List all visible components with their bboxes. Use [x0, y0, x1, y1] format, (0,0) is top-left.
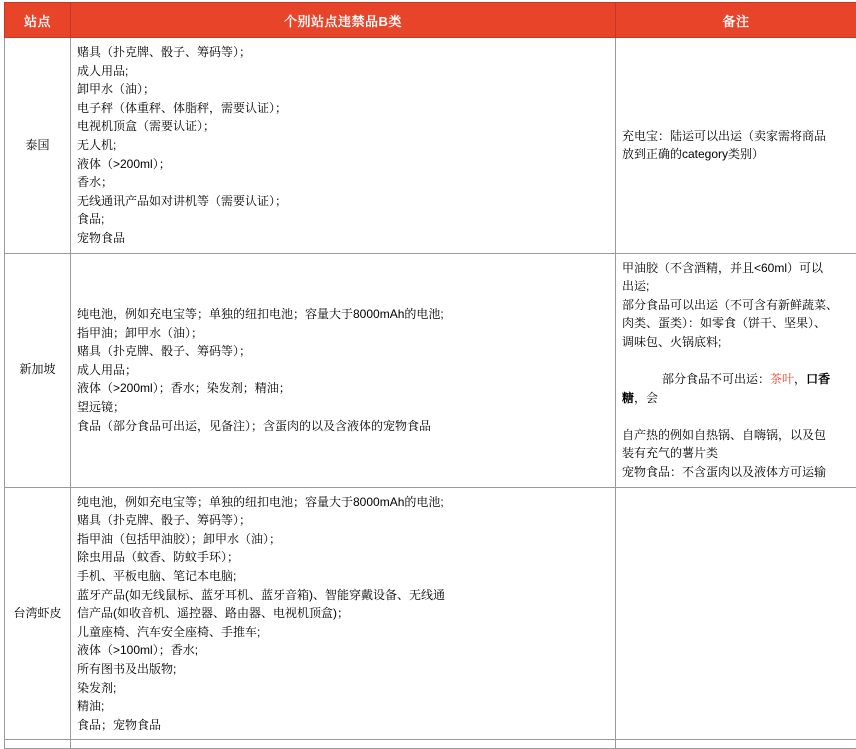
note-line: 自产热的例如自热锅、自嗨锅，以及包 [622, 426, 850, 445]
table-body [5, 38, 856, 749]
cell-items [71, 38, 616, 254]
cell-notes [616, 740, 856, 749]
table-header [5, 3, 856, 38]
cell-site: 泰国 [5, 38, 71, 254]
cell-notes [616, 487, 856, 740]
note-segment-tea: 茶叶 [770, 372, 794, 386]
cell-notes [616, 253, 856, 487]
item-line: 食品（部分食品可出运，见备注）；含蛋肉的以及含液体的宠物食品 [77, 417, 609, 436]
item-line: 液体（>200ml）； [77, 155, 609, 174]
item-line: 无人机; [77, 136, 609, 155]
column-header-items: 个别站点违禁品B类 [71, 3, 616, 38]
item-line: 指甲油（包括甲油胶）；卸甲水（油）； [77, 530, 609, 549]
note-line: 出运; [622, 277, 850, 296]
item-line: 电视机顶盒（需要认证）； [77, 117, 609, 136]
table-row [5, 38, 856, 254]
item-line: 香水； [77, 173, 609, 192]
item-line: 儿童座椅、汽车安全座椅、手推车; [77, 623, 609, 642]
item-line: 蓝牙产品(如无线鼠标、蓝牙耳机、蓝牙音箱)、智能穿戴设备、无线通 [77, 586, 609, 605]
column-header-site: 站点 [5, 3, 71, 38]
cell-site: 台湾虾皮 [5, 487, 71, 740]
item-line: 信产品(如收音机、遥控器、路由器、电视机顶盒)； [77, 604, 609, 623]
cell-site [5, 740, 71, 749]
cell-site: 新加坡 [5, 253, 71, 487]
item-line: 纯电池，例如充电宝等；单独的纽扣电池；容量大于8000mAh的电池; [77, 305, 609, 324]
cell-notes [616, 38, 856, 254]
item-line: 液体（>200ml）；香水；染发剂；精油； [77, 379, 609, 398]
item-line: 成人用品; [77, 62, 609, 81]
item-line: 无线通讯产品如对讲机等（需要认证）； [77, 192, 609, 211]
item-line: 赌具（扑克牌、骰子、筹码等）； [77, 43, 609, 62]
item-line: 成人用品； [77, 361, 609, 380]
note-segment: ， [794, 372, 806, 386]
note-line: 充电宝：陆运可以出运（卖家需将商品 [622, 127, 850, 146]
item-line: 食品; [77, 210, 609, 229]
item-line: 赌具（扑克牌、骰子、筹码等）； [77, 342, 609, 361]
item-line: 除虫用品（蚊香、防蚊手环）； [77, 548, 609, 567]
note-segment: ，会 [634, 391, 658, 405]
cell-items [71, 740, 616, 749]
note-segment: 部分食品不可出运： [662, 372, 770, 386]
item-line: 纯电池，例如充电宝等；单独的纽扣电池；容量大于8000mAh的电池; [77, 493, 609, 512]
item-line: 手机、平板电脑、笔记本电脑; [77, 567, 609, 586]
cell-items [71, 487, 616, 740]
item-line: 染发剂; [77, 679, 609, 698]
item-line: 食品；宠物食品 [77, 716, 609, 735]
item-line: 所有图书及出版物; [77, 660, 609, 679]
item-line: 卸甲水（油）； [77, 80, 609, 99]
item-line: 望远镜； [77, 398, 609, 417]
table-row-partial [5, 740, 856, 749]
item-line: 电子秤（体重秤、体脂秤，需要认证）； [77, 99, 609, 118]
note-line: 肉类、蛋类）：如零食（饼干、坚果）、 [622, 314, 850, 333]
item-line: 液体（>100ml）；香水; [77, 641, 609, 660]
column-header-notes: 备注 [616, 3, 856, 38]
note-line-highlighted [622, 352, 850, 426]
table-row [5, 253, 856, 487]
item-line: 精油; [77, 697, 609, 716]
cell-items [71, 253, 616, 487]
item-line: 赌具（扑克牌、骰子、筹码等）； [77, 511, 609, 530]
restricted-goods-table [4, 2, 856, 749]
table-header-row [5, 3, 856, 38]
note-line: 放到正确的category类别） [622, 145, 850, 164]
item-line: 宠物食品 [77, 229, 609, 248]
table-row [5, 487, 856, 740]
note-line: 宠物食品：不含蛋肉以及液体方可运输 [622, 463, 850, 482]
note-line: 装有充气的薯片类 [622, 444, 850, 463]
note-line: 调味包、火锅底料; [622, 333, 850, 352]
note-line: 部分食品可以出运（不可含有新鲜蔬菜、 [622, 296, 850, 315]
note-segment-gum: 口香糖 [622, 372, 830, 405]
item-line: 指甲油；卸甲水（油）； [77, 324, 609, 343]
note-line: 甲油胶（不含酒精，并且<60ml）可以 [622, 259, 850, 278]
